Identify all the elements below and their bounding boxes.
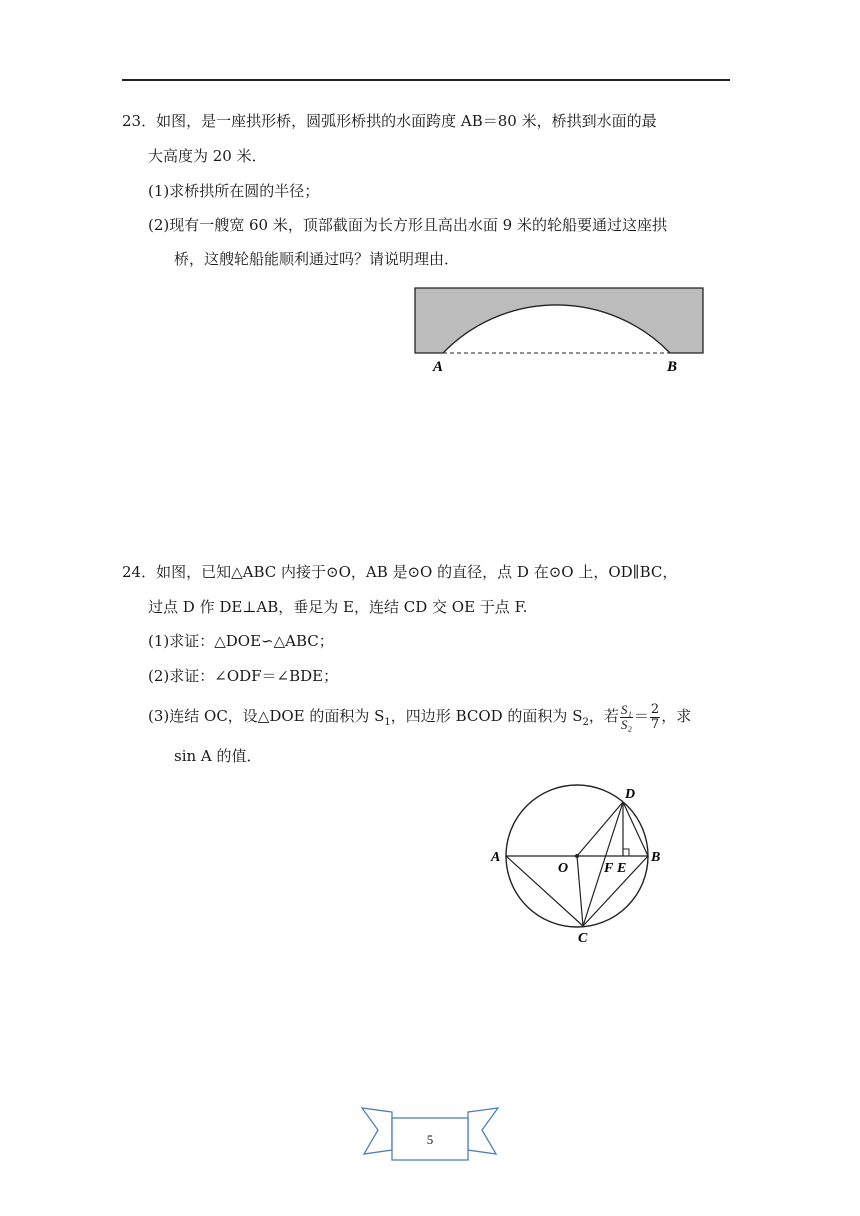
label-c: C xyxy=(578,931,588,946)
q24-part-1: (1)求证：△DOE∽△ABC； xyxy=(148,632,334,650)
label-b: B xyxy=(667,359,678,375)
segment-oc xyxy=(577,856,583,926)
q24-part-3-line-2: sin A 的值． xyxy=(174,747,262,765)
segment-ac xyxy=(506,856,583,926)
q23-part-2-line-1: (2)现有一艘宽 60 米，顶部截面为长方形且高出水面 9 米的轮船要通过这座拱 xyxy=(148,216,667,234)
fraction-denominator: 7 xyxy=(650,716,660,732)
label-f: F xyxy=(604,861,614,876)
ribbon-right-tail xyxy=(468,1108,498,1154)
label-e: E xyxy=(617,861,627,876)
part3-end: ，求 xyxy=(661,707,692,725)
q24-part-3-line-1 xyxy=(148,701,691,738)
header-rule xyxy=(122,79,730,81)
page-number-ribbon xyxy=(360,1106,500,1166)
label-b: B xyxy=(651,850,661,865)
equals-sign: ＝ xyxy=(633,707,649,725)
s2-subscript: 2 xyxy=(582,717,589,728)
fraction-denominator: S₂ xyxy=(620,716,632,732)
part3-mid: ，四边形 BCOD 的面积为 S xyxy=(390,707,583,725)
q24-part-2: (2)求证：∠ODF＝∠BDE； xyxy=(148,667,339,685)
bridge-figure xyxy=(405,280,715,380)
segment-bd xyxy=(623,802,648,856)
q24-line-2: 过点 D 作 DE⊥AB，垂足为 E，连结 CD 交 OE 于点 F. xyxy=(148,598,528,616)
q23-line-2: 大高度为 20 米． xyxy=(148,147,267,165)
label-a: A xyxy=(491,850,501,865)
q23-line-1: 23．如图，是一座拱形桥，圆弧形桥拱的水面跨度 AB＝80 米，桥拱到水面的最 xyxy=(122,112,657,130)
circle-figure xyxy=(485,780,675,950)
fraction-2-7 xyxy=(650,703,660,732)
label-a: A xyxy=(433,359,444,375)
part3-ruo: ，若 xyxy=(588,707,619,725)
ribbon-left-tail xyxy=(362,1108,392,1154)
q23-part-2-line-2: 桥，这艘轮船能顺利通过吗？请说明理由． xyxy=(174,250,460,268)
right-angle-mark xyxy=(623,849,629,856)
fraction-numerator: 2 xyxy=(650,701,660,717)
fraction-s1-s2 xyxy=(620,703,633,732)
center-point xyxy=(575,854,579,858)
s1-subscript: 1 xyxy=(384,717,391,728)
page-number: 5 xyxy=(426,1132,434,1147)
fraction-numerator: S₁ xyxy=(620,701,632,717)
q24-line-1: 24．如图，已知△ABC 内接于⊙O，AB 是⊙O 的直径，点 D 在⊙O 上，OD∥BC， xyxy=(122,563,678,581)
label-o: O xyxy=(558,861,569,876)
part3-pre: (3)连结 OC，设△DOE 的面积为 S xyxy=(148,707,385,725)
q23-part-1: (1)求桥拱所在圆的半径； xyxy=(148,182,320,200)
label-d: D xyxy=(625,787,636,802)
bridge-body xyxy=(415,288,703,353)
segment-od xyxy=(577,802,623,856)
